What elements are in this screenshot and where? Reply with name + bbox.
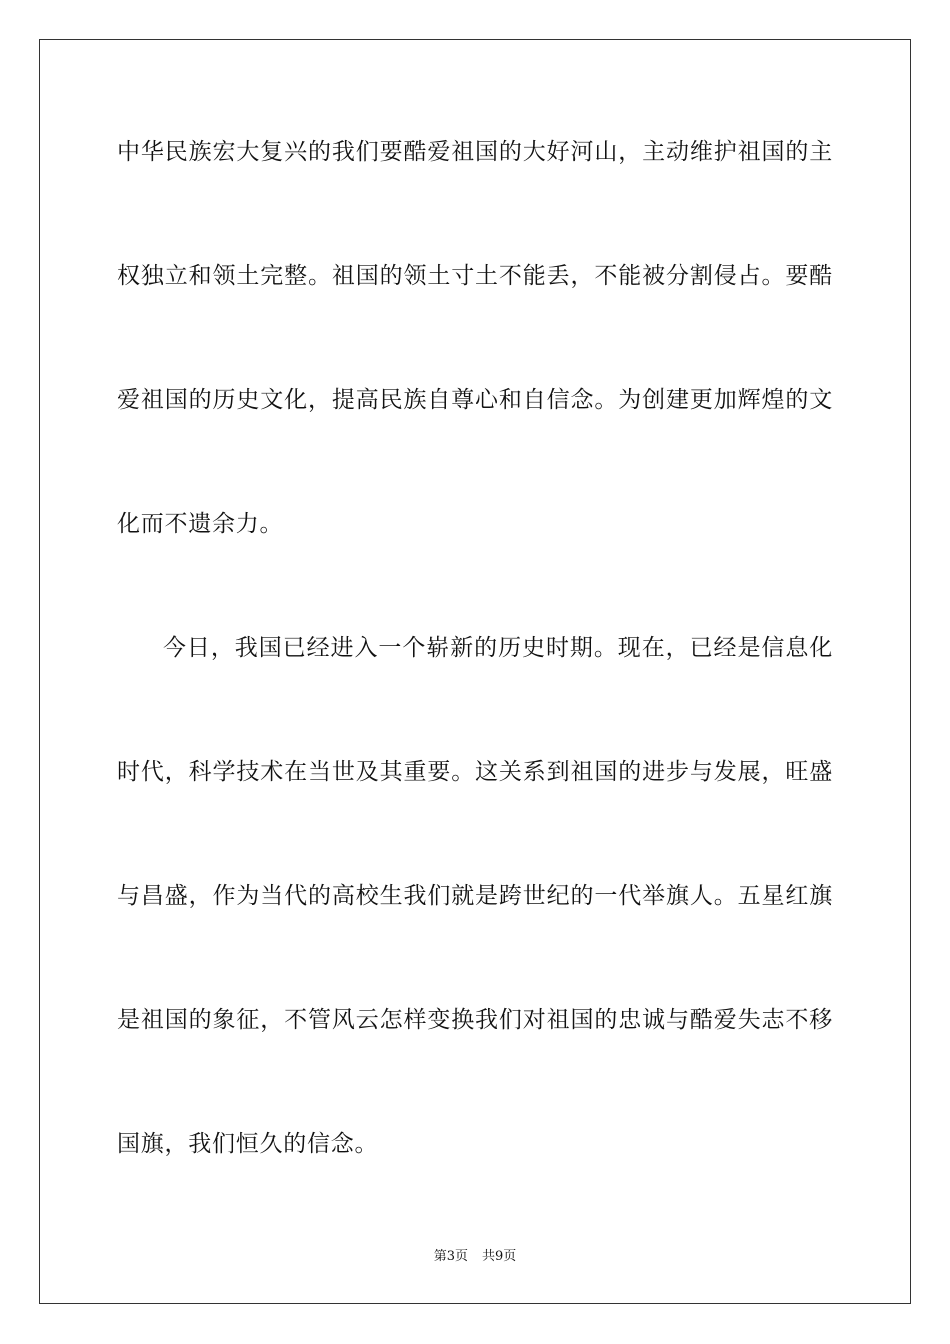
text-line: 时代，科学技术在当世及其重要。这关系到祖国的进步与发展，旺盛: [117, 759, 833, 785]
text-line: 是祖国的象征，不管风云怎样变换我们对祖国的忠诚与酷爱失志不移: [117, 1007, 833, 1033]
text-line: 与昌盛，作为当代的高校生我们就是跨世纪的一代举旗人。五星红旗: [117, 883, 833, 909]
text-line: 爱祖国的历史文化，提高民族自尊心和自信念。为创建更加辉煌的文: [117, 387, 833, 413]
text-line: 国旗，我们恒久的信念。: [117, 1131, 379, 1157]
text-line: 化而不遗余力。: [117, 511, 284, 537]
paragraph-first-line: 今日，我国已经进入一个崭新的历史时期。现在，已经是信息化: [163, 635, 833, 661]
page-footer: [0, 1248, 950, 1266]
page-total: 共9页: [482, 1249, 517, 1264]
page-number: 第3页: [433, 1249, 468, 1264]
text-line: 中华民族宏大复兴的我们要酷爱祖国的大好河山，主动维护祖国的主: [117, 139, 833, 165]
page-border: [39, 39, 911, 1304]
text-line: 权独立和领土完整。祖国的领土寸土不能丢，不能被分割侵占。要酷: [117, 263, 833, 289]
